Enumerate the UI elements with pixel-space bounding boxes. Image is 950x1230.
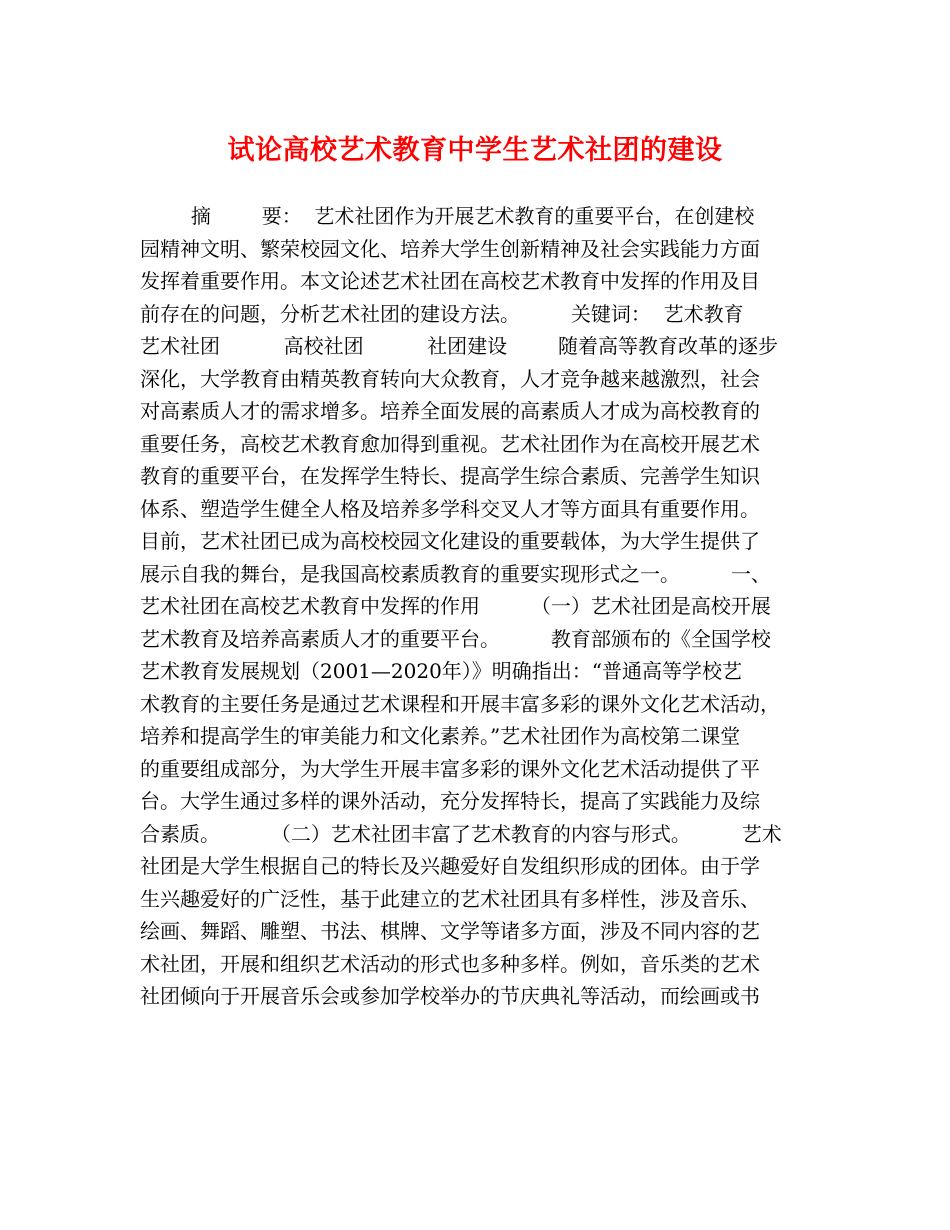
body-line: 培养和提高学生的审美能力和文化素养。”艺术社团作为高校第二课堂: [140, 724, 741, 748]
body-line: 术教育的主要任务是通过艺术课程和开展丰富多彩的课外文化艺术活动，: [140, 691, 780, 716]
body-line: 合素质。 （二）艺术社团丰富了艺术教育的内容与形式。 艺术: [140, 821, 782, 846]
body-line: 重要任务，高校艺术教育愈加得到重视。艺术社团作为在高校开展艺术: [140, 431, 760, 456]
body-line: 的重要组成部分，为大学生开展丰富多彩的课外文化艺术活动提供了平: [140, 756, 760, 781]
body-line: 艺术社团在高校艺术教育中发挥的作用 （一）艺术社团是高校开展: [140, 594, 771, 618]
document-title: 试论高校艺术教育中学生艺术社团的建设: [227, 135, 723, 166]
body-line: 术社团，开展和组织艺术活动的形式也多种多样。例如，音乐类的艺术: [140, 951, 760, 976]
body-line: 艺术教育发展规划（2001—2020年）》明确指出：“普通高等学校艺: [140, 659, 743, 683]
body-line: 发挥着重要作用。本文论述艺术社团在高校艺术教育中发挥的作用及目: [140, 269, 760, 293]
body-line: 教育的重要平台，在发挥学生特长、提高学生综合素质、完善学生知识: [140, 464, 760, 488]
body-line: 前存在的问题，分析艺术社团的建设方法。 关键词： 艺术教育: [140, 301, 744, 326]
body-line: 生兴趣爱好的广泛性，基于此建立的艺术社团具有多样性，涉及音乐、: [140, 886, 760, 911]
body-line: 社团倾向于开展音乐会或参加学校举办的节庆典礼等活动，而绘画或书: [140, 984, 760, 1008]
body-line: 目前，艺术社团已成为高校校园文化建设的重要载体，为大学生提供了: [140, 529, 760, 553]
body-line: 艺术教育及培养高素质人才的重要平台。 教育部颁布的《全国学校: [140, 626, 771, 651]
body-line: 体系、塑造学生健全人格及培养多学科交叉人才等方面具有重要作用。: [140, 496, 760, 521]
body-line: 绘画、舞蹈、雕塑、书法、棋牌、文学等诸多方面，涉及不同内容的艺: [140, 919, 760, 943]
body-line: 展示自我的舞台，是我国高校素质教育的重要实现形式之一。 一、: [140, 561, 771, 586]
body-line: 台。大学生通过多样的课外活动，充分发挥特长，提高了实践能力及综: [140, 789, 760, 813]
body-line: 艺术社团 高校社团 社团建设 随着高等教育改革的逐步: [140, 334, 779, 358]
body-line: 园精神文明、繁荣校园文化、培养大学生创新精神及社会实践能力方面: [140, 236, 760, 261]
document-body: [140, 200, 830, 1013]
body-line: 深化，大学教育由精英教育转向大众教育，人才竞争越来越激烈，社会: [140, 366, 760, 391]
body-line: 摘 要： 艺术社团作为开展艺术教育的重要平台，在创建校: [140, 204, 755, 228]
body-line: 对高素质人才的需求增多。培养全面发展的高素质人才成为高校教育的: [140, 399, 760, 423]
body-line: 社团是大学生根据自己的特长及兴趣爱好自发组织形成的团体。由于学: [140, 854, 760, 878]
